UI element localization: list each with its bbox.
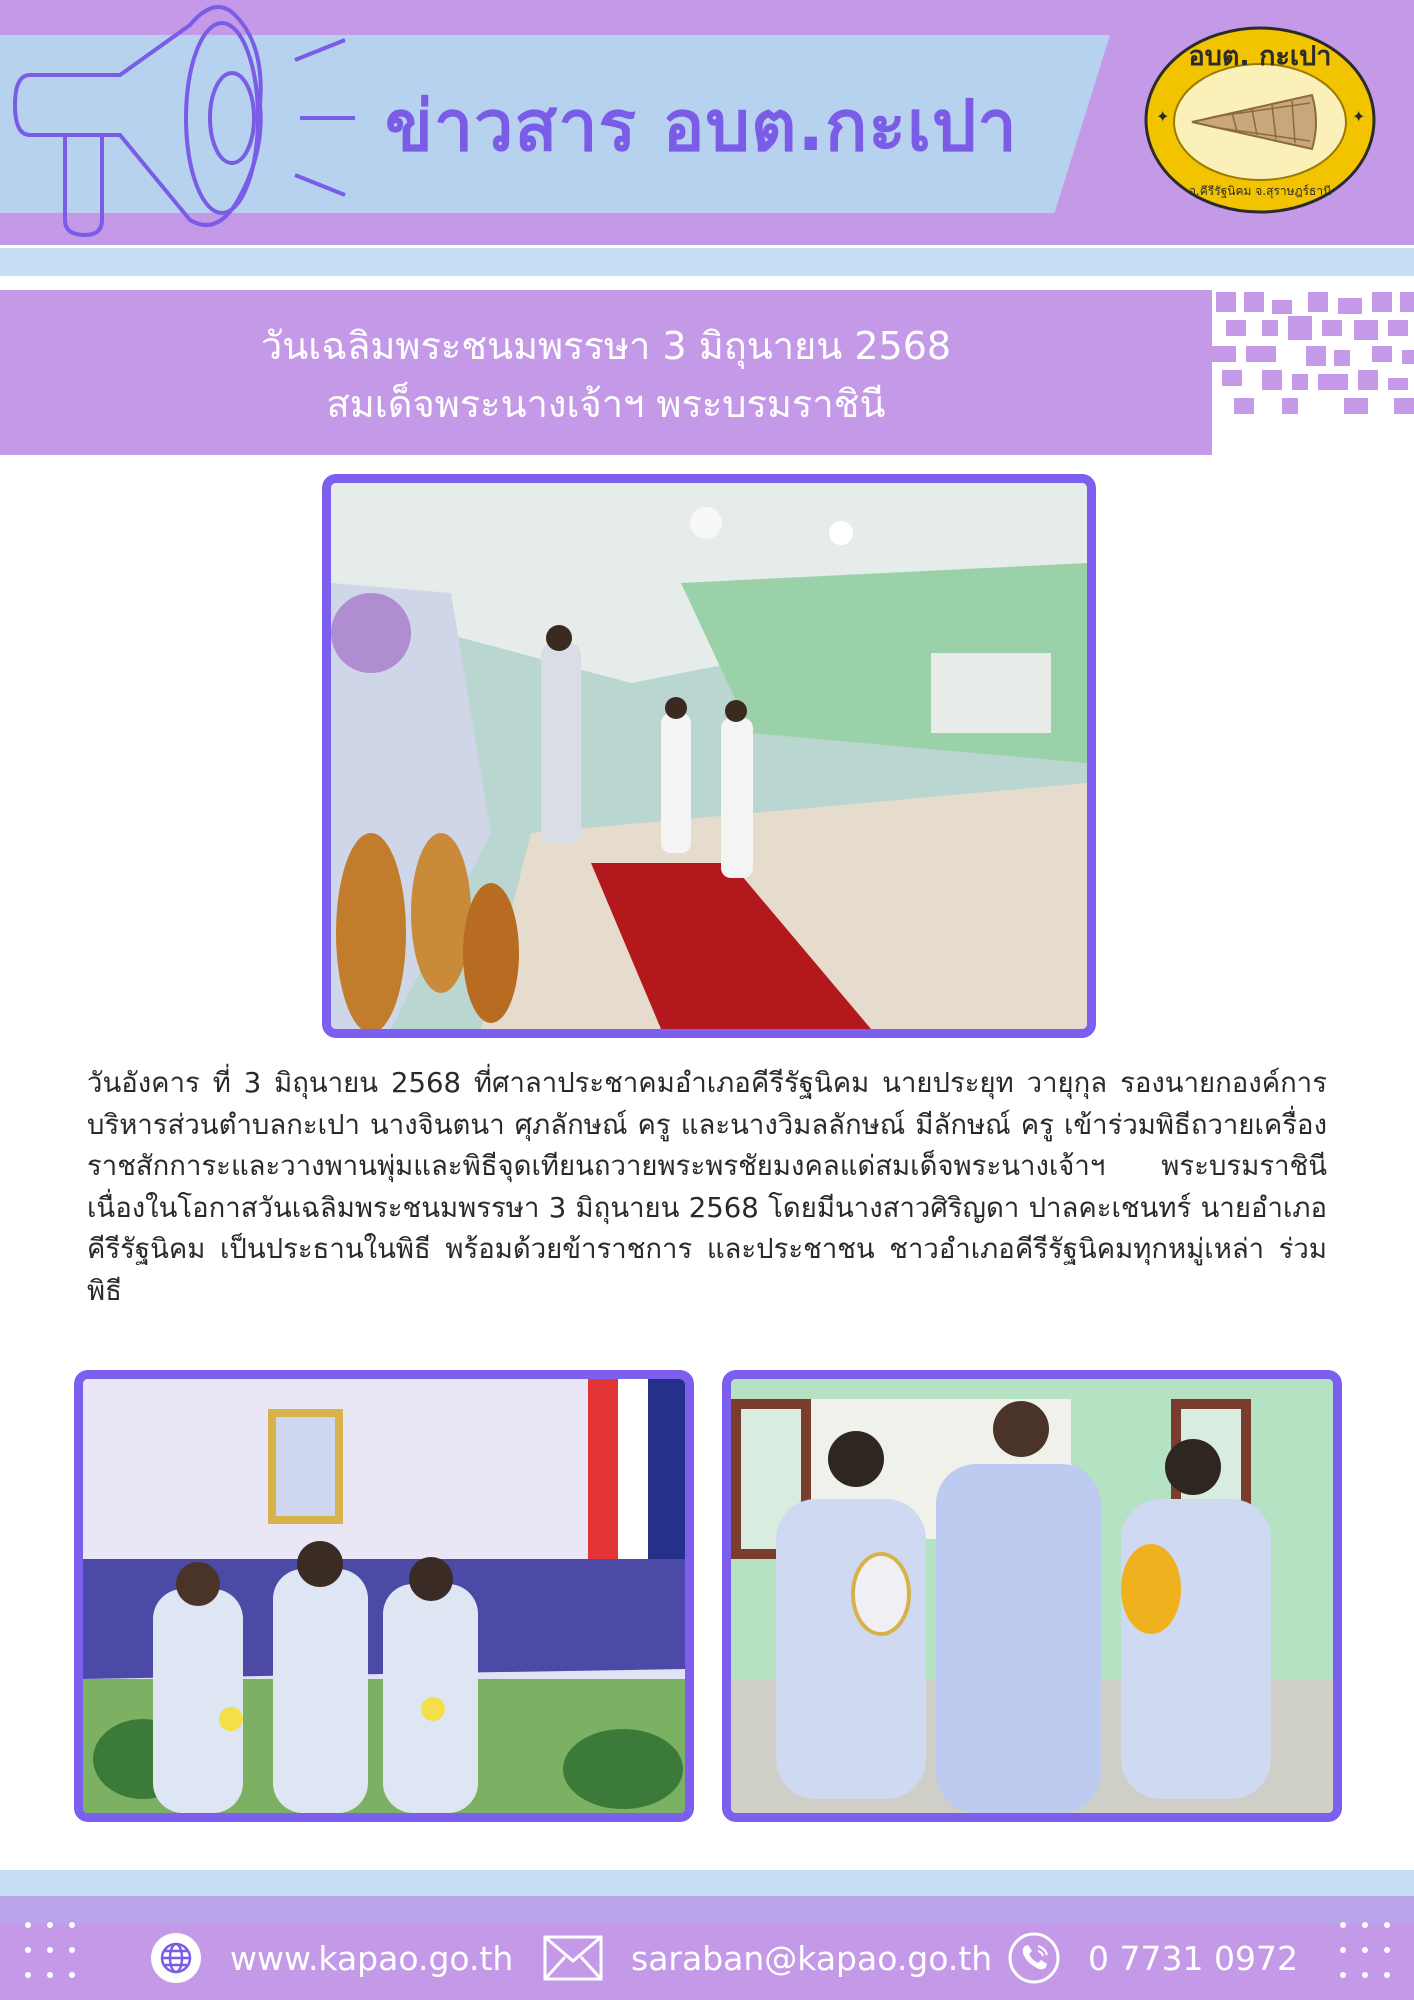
globe-icon (150, 1932, 202, 1984)
dot-pattern-left (20, 1915, 90, 1985)
logo-bottom-text: อ.คีรีรัฐนิคม จ.สุราษฎร์ธานี (1188, 184, 1332, 198)
banner-line-1: วันเฉลิมพระชนมพรรษา 3 มิถุนายน 2568 (260, 324, 952, 368)
dot-pattern-right (1335, 1915, 1405, 1985)
megaphone-icon (10, 5, 365, 240)
footer-email[interactable] (543, 1930, 992, 1986)
group-photo-stage (74, 1370, 694, 1822)
website-text: www.kapao.go.th (230, 1938, 514, 1978)
group-photo-officials (722, 1370, 1342, 1822)
header-divider (0, 248, 1414, 276)
page-title: ข่าวสาร อบต.กะเปา (385, 85, 1018, 167)
article-body: วันอังคาร ที่ 3 มิถุนายน 2568 ที่ศาลาประชาคมอำเภอคีรีรัฐนิคม นายประยุท วายุกุล รองนายกองค์การบริหารส่วนตำบลกะเปา นางจินตนา ศุภลักษณ์ ครู และนางวิมลลักษณ์ มีลักษณ์ ครู เข้าร่วมพิธีถวายเครื่องราชสักการะและวางพานพุ่มและพิธีจุดเทียนถวายพระพรชัยมงคลแด่สมเด็จพระนางเจ้าฯ พระบรมราชินี เนื่องในโอกาสวันเฉลิมพระชนมพรรษา 3 มิถุนายน 2568 โดยมีนางสาวศิริญดา ปาลคะเชนทร์ นายอำเภอคีรีรัฐนิคม เป็นประธานในพิธี พร้อมด้วยข้าราชการ และประชาชน ชาวอำเภอคีรีรัฐนิคมทุกหมู่เหล่า ร่วมพิธี (87, 1067, 1327, 1307)
svg-text:✦: ✦ (1352, 107, 1366, 126)
svg-text:✦: ✦ (1156, 107, 1170, 126)
envelope-icon (543, 1935, 603, 1981)
footer-divider (0, 1870, 1414, 1896)
phone-text: 0 7731 0972 (1088, 1938, 1298, 1978)
organization-logo (1142, 25, 1378, 215)
banner-line-2: สมเด็จพระนางเจ้าฯ พระบรมราชินี (326, 382, 886, 426)
footer-website[interactable] (150, 1930, 513, 1986)
footer-band (0, 1896, 1414, 1924)
footer-phone[interactable] (1008, 1930, 1298, 1986)
main-ceremony-photo (322, 474, 1096, 1038)
pixel-pattern-decoration (1212, 290, 1414, 455)
email-text: saraban@kapao.go.th (631, 1938, 993, 1978)
phone-icon (1008, 1932, 1060, 1984)
logo-top-text: อบต. กะเปา (1188, 41, 1332, 72)
